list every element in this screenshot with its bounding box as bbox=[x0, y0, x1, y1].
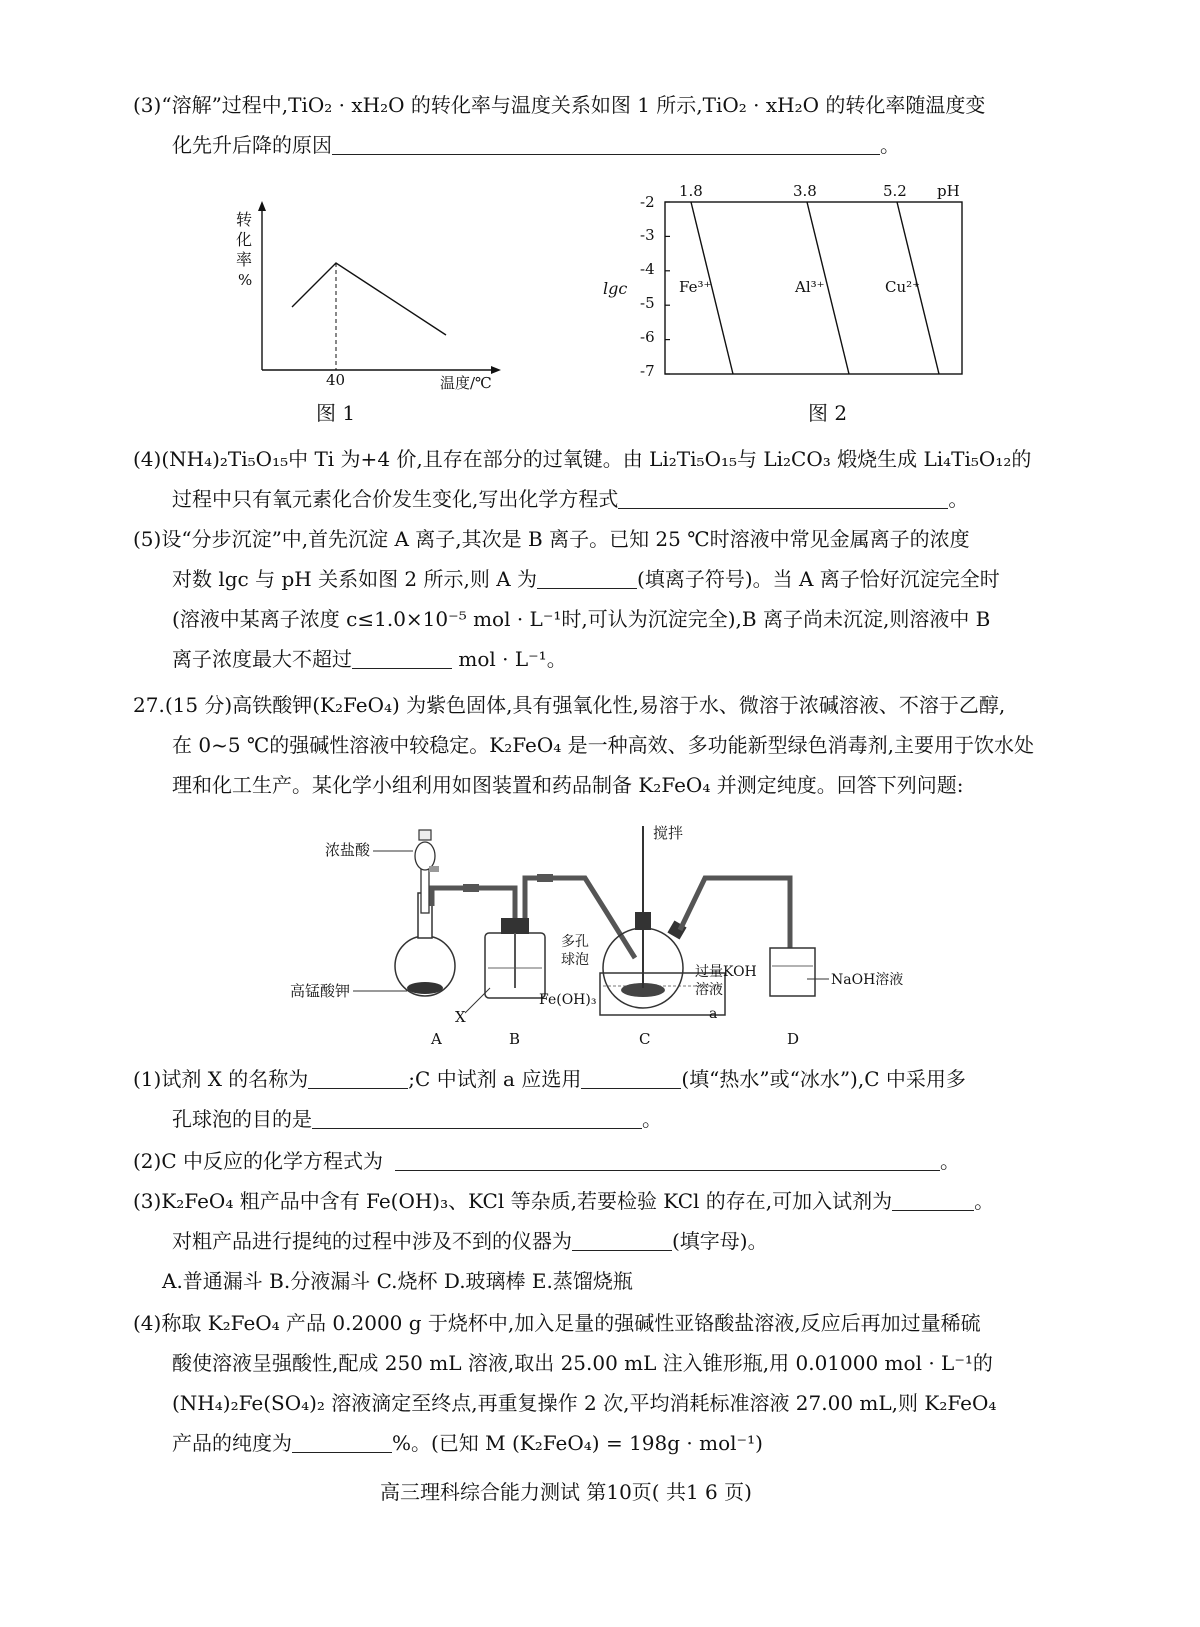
q5-line4 bbox=[172, 644, 567, 674]
q4-text1: (NH₄)₂Ti₅O₁₅中 Ti 为+4 价,且存在部分的过氧键。由 Li₂Ti₅O₁₅与 Li₂CO₃ 煅烧生成 Li₄Ti₅O₁₂的 bbox=[161, 447, 1032, 471]
tube-a-b bbox=[432, 888, 515, 918]
p1-line1 bbox=[133, 1064, 966, 1094]
p4-text4a: 产品的纯度为 bbox=[172, 1431, 292, 1455]
bottle-b bbox=[485, 918, 545, 998]
p2-line1 bbox=[133, 1146, 960, 1176]
fig2-left-tick-1: -2 bbox=[640, 193, 655, 211]
fig1-x-mark: 40 bbox=[326, 371, 346, 389]
fig1-caption: 图 1 bbox=[316, 401, 356, 425]
letter-c: C bbox=[639, 1030, 651, 1048]
p3-end1: 。 bbox=[974, 1189, 995, 1213]
label-stir: 搅拌 bbox=[653, 824, 684, 842]
label-bubbler-1: 多孔 bbox=[561, 934, 589, 950]
p3-text3: (填字母)。 bbox=[672, 1229, 768, 1253]
p3-blank-reagent[interactable] bbox=[892, 1188, 974, 1211]
q27-line1 bbox=[133, 690, 1005, 720]
q3-line2 bbox=[172, 130, 900, 160]
page-footer: 高三理科综合能力测试 第10页( 共1 6 页) bbox=[380, 1480, 752, 1504]
label-x: X bbox=[455, 1008, 466, 1026]
q4-line2 bbox=[172, 484, 968, 514]
label-bubbler-2: 球泡 bbox=[561, 952, 589, 968]
p1-blank-purpose[interactable] bbox=[312, 1106, 642, 1129]
letter-b: B bbox=[509, 1030, 521, 1048]
fig1-ylabel-1: 转 bbox=[236, 210, 253, 229]
fig2-ion-al: Al³⁺ bbox=[795, 278, 825, 296]
p1-line2 bbox=[172, 1104, 662, 1134]
q5-line3 bbox=[172, 604, 990, 634]
p1-text1: 试剂 X 的名称为 bbox=[161, 1067, 309, 1091]
fig2-ion-fe: Fe³⁺ bbox=[679, 278, 712, 296]
p2-end: 。 bbox=[940, 1149, 961, 1173]
q5-blank-a[interactable] bbox=[537, 566, 637, 589]
q4-line1 bbox=[133, 444, 1031, 474]
p3-options: A.普通漏斗 B.分液漏斗 C.烧杯 D.玻璃棒 E.蒸馏烧瓶 bbox=[162, 1269, 633, 1293]
label-koh-1: 过量KOH bbox=[695, 964, 757, 980]
q5-blank-b[interactable] bbox=[352, 646, 452, 669]
q3-text2: 化先升后降的原因 bbox=[172, 133, 332, 157]
label-feoh3: Fe(OH)₃ bbox=[539, 992, 597, 1008]
label-hcl: 浓盐酸 bbox=[325, 841, 371, 859]
beaker-d bbox=[770, 948, 815, 996]
p4-line3 bbox=[172, 1388, 996, 1418]
fig1-ylabel-4: % bbox=[238, 271, 253, 289]
p4-text2: 酸使溶液呈强酸性,配成 250 mL 溶液,取出 25.00 mL 注入锥形瓶,用 0.01000 mol · L⁻¹的 bbox=[172, 1351, 993, 1375]
fig2-top-tick-2: 3.8 bbox=[793, 182, 817, 200]
q27-line3 bbox=[172, 770, 963, 800]
p4-line2 bbox=[172, 1348, 993, 1378]
q5-number: (5) bbox=[133, 527, 162, 551]
p4-text4b: %。(已知 M (K₂FeO₄) = 198g · mol⁻¹) bbox=[392, 1431, 763, 1455]
p4-number: (4) bbox=[133, 1311, 162, 1335]
fig2-caption: 图 2 bbox=[808, 401, 848, 425]
q27-text1: (15 分)高铁酸钾(K₂FeO₄) 为紫色固体,具有强氧化性,易溶于水、微溶于浓碱溶液、不溶于乙醇, bbox=[164, 693, 1006, 717]
p4-line1 bbox=[133, 1308, 981, 1338]
p1-number: (1) bbox=[133, 1067, 162, 1091]
q27-line2 bbox=[172, 730, 1034, 760]
fig2-left-tick-2: -3 bbox=[640, 226, 655, 244]
fig1-xlabel: 温度/℃ bbox=[440, 374, 492, 392]
letter-d: D bbox=[787, 1030, 800, 1048]
q3-line1 bbox=[133, 90, 985, 120]
fig2-top-tick-3: 5.2 bbox=[883, 182, 907, 200]
fig2-left-tick-3: -4 bbox=[640, 260, 655, 278]
q3-text1: “溶解”过程中,TiO₂ · xH₂O 的转化率与温度关系如图 1 所示,TiO₂ · xH₂O 的转化率随温度变 bbox=[161, 93, 986, 117]
p1-text2: ;C 中试剂 a 应选用 bbox=[408, 1067, 582, 1091]
q5-line1 bbox=[133, 524, 970, 554]
label-a: a bbox=[709, 1006, 718, 1022]
p3-number: (3) bbox=[133, 1189, 162, 1213]
q5-text3: (溶液中某离子浓度 c≤1.0×10⁻⁵ mol · L⁻¹时,可认为沉淀完全),B 离子尚未沉淀,则溶液中 B bbox=[172, 607, 991, 631]
q27-text3: 理和化工生产。某化学小组利用如图装置和药品制备 K₂FeO₄ 并测定纯度。回答下列问题: bbox=[172, 773, 964, 797]
q5-text4a: 离子浓度最大不超过 bbox=[172, 647, 352, 671]
q27-text2: 在 0~5 ℃的强碱性溶液中较稳定。K₂FeO₄ 是一种高效、多功能新型绿色消毒剂,主要用于饮水处 bbox=[172, 733, 1035, 757]
p1-text4: 孔球泡的目的是 bbox=[172, 1107, 312, 1131]
q27-number: 27. bbox=[133, 693, 165, 717]
q4-answer-blank[interactable] bbox=[618, 486, 948, 509]
fig2-left-tick-5: -6 bbox=[640, 328, 655, 346]
q4-text2: 过程中只有氧元素化合价发生变化,写出化学方程式 bbox=[172, 487, 619, 511]
fig2-ylabel: lgc bbox=[603, 279, 628, 298]
p2-text1: C 中反应的化学方程式为 bbox=[161, 1149, 384, 1173]
p4-text3: (NH₄)₂Fe(SO₄)₂ 溶液滴定至终点,再重复操作 2 次,平均消耗标准溶液 27.00 mL,则 K₂FeO₄ bbox=[172, 1391, 997, 1415]
fig2-top-tick-1: 1.8 bbox=[679, 182, 703, 200]
figure-1 bbox=[220, 195, 520, 400]
flask-a bbox=[395, 830, 455, 996]
apparatus-diagram bbox=[285, 818, 925, 1050]
p3-line1 bbox=[133, 1186, 994, 1216]
p1-end: 。 bbox=[642, 1107, 662, 1131]
q5-line2 bbox=[172, 564, 1000, 594]
label-kmno4: 高锰酸钾 bbox=[290, 982, 351, 1000]
p3-text1: K₂FeO₄ 粗产品中含有 Fe(OH)₃、KCl 等杂质,若要检验 KCl 的存在,可加入试剂为 bbox=[161, 1189, 893, 1213]
p1-blank-a[interactable] bbox=[581, 1066, 681, 1089]
fig2-left-tick-4: -5 bbox=[640, 294, 655, 312]
q5-text4b: mol · L⁻¹。 bbox=[452, 647, 567, 671]
q3-number: (3) bbox=[133, 93, 162, 117]
fig1-ylabel-3: 率 bbox=[236, 250, 253, 269]
q4-end: 。 bbox=[948, 487, 969, 511]
q5-text1: 设“分步沉淀”中,首先沉淀 A 离子,其次是 B 离子。已知 25 ℃时溶液中常见金属离子的浓度 bbox=[161, 527, 970, 551]
figure-2 bbox=[595, 176, 985, 384]
q5-text2a: 对数 lgc 与 pH 关系如图 2 所示,则 A 为 bbox=[172, 567, 538, 591]
letter-a: A bbox=[431, 1030, 442, 1048]
label-naoh: NaOH溶液 bbox=[831, 972, 904, 988]
p4-blank-purity[interactable] bbox=[292, 1430, 392, 1453]
q5-text2b: (填离子符号)。当 A 离子恰好沉淀完全时 bbox=[637, 567, 1000, 591]
p2-number: (2) bbox=[133, 1149, 162, 1173]
fig2-ph-label: pH bbox=[937, 182, 960, 200]
q3-answer-blank[interactable] bbox=[332, 132, 880, 155]
conversion-curve bbox=[292, 263, 446, 335]
label-koh-2: 溶液 bbox=[695, 982, 723, 998]
fig2-ion-cu: Cu²⁺ bbox=[885, 278, 921, 296]
q4-number: (4) bbox=[133, 447, 162, 471]
p2-blank-equation[interactable] bbox=[395, 1148, 940, 1171]
p3-blank-instrument[interactable] bbox=[572, 1228, 672, 1251]
p1-text3: (填“热水”或“冰水”),C 中采用多 bbox=[681, 1067, 966, 1091]
p1-blank-x[interactable] bbox=[308, 1066, 408, 1089]
fig1-ylabel-2: 化 bbox=[236, 230, 253, 249]
p3-text2: 对粗产品进行提纯的过程中涉及不到的仪器为 bbox=[172, 1229, 572, 1253]
p4-text1: 称取 K₂FeO₄ 产品 0.2000 g 于烧杯中,加入足量的强碱性亚铬酸盐溶液,反应后再加过量稀硫 bbox=[161, 1311, 981, 1335]
p4-line4 bbox=[172, 1428, 763, 1458]
q3-end: 。 bbox=[880, 133, 900, 157]
fig2-left-tick-6: -7 bbox=[640, 362, 655, 380]
p3-line2 bbox=[172, 1226, 768, 1256]
